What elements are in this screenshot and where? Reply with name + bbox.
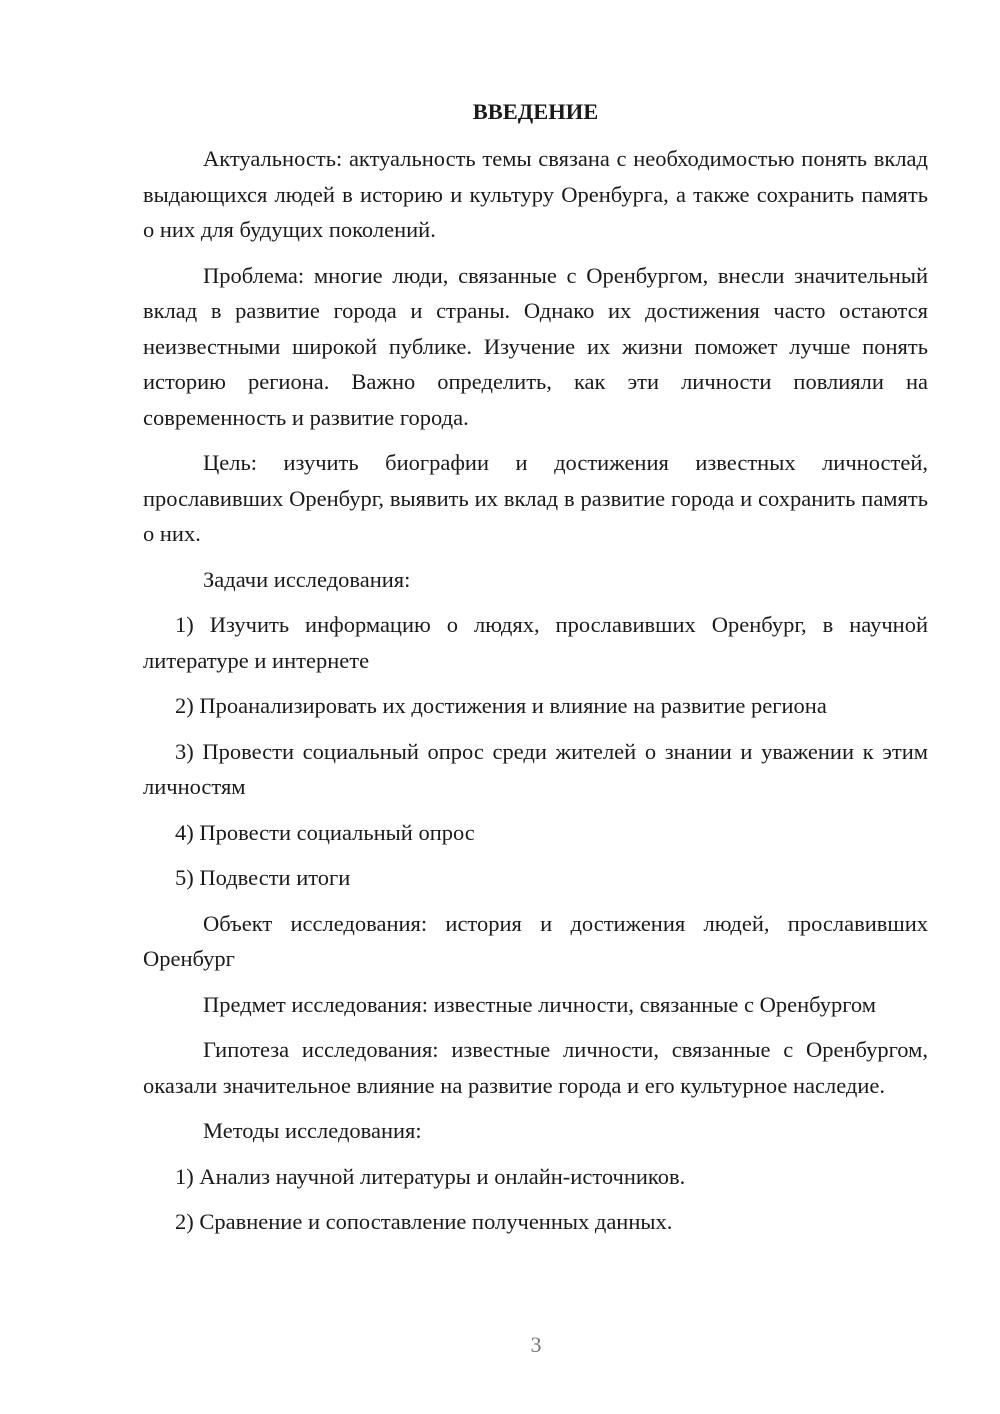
tasks-heading: Задачи исследования: xyxy=(203,566,411,592)
methods-heading: Методы исследования: xyxy=(203,1118,422,1143)
task-item: 4) Провести социальный опрос xyxy=(175,819,475,845)
method-item: 1) Анализ научной литературы и онлайн-источников. xyxy=(175,1163,686,1189)
relevance-paragraph: Актуальность: актуальность темы связана с необходимостью понять вклад выдающихся людей в историю и культуру Оренбурга, а также сохранить память о них для будущих поколений. xyxy=(143,146,928,242)
task-item: 2) Проанализировать их достижения и влияние на развитие региона xyxy=(175,693,827,718)
page-number: 3 xyxy=(530,1332,542,1357)
hypothesis-paragraph: Гипотеза исследования: известные личности, связанные с Оренбургом, оказали значительное влияние на развитие города и его культурное наследие. xyxy=(143,1037,928,1098)
goal-paragraph: Цель: изучить биографии и достижения известных личностей, прославивших Оренбург, выявить их вклад в развитие города и сохранить память о них. xyxy=(143,450,928,546)
task-item: 5) Подвести итоги xyxy=(175,865,351,890)
task-item: 1) Изучить информацию о людях, прославивших Оренбург, в научной литературе и интернете xyxy=(143,612,928,673)
problem-paragraph: Проблема: многие люди, связанные с Оренбургом, внесли значительный вклад в развитие города и страны. Однако их достижения часто остаются неизвестными широкой публике. Изучение их жизни поможет лучше понять историю региона. Важно определить, как эти личности повлияли на современность и развитие города. xyxy=(143,262,928,430)
object-paragraph: Объект исследования: история и достижения людей, прославивших Оренбург xyxy=(143,910,928,971)
subject-paragraph: Предмет исследования: известные личности, связанные с Оренбургом xyxy=(203,991,876,1017)
task-item: 3) Провести социальный опрос среди жителей о знании и уважении к этим личностям xyxy=(143,738,928,799)
section-title: ВВЕДЕНИЕ xyxy=(472,99,599,124)
document-page xyxy=(143,95,928,1250)
method-item: 2) Сравнение и сопоставление полученных данных. xyxy=(175,1209,673,1234)
